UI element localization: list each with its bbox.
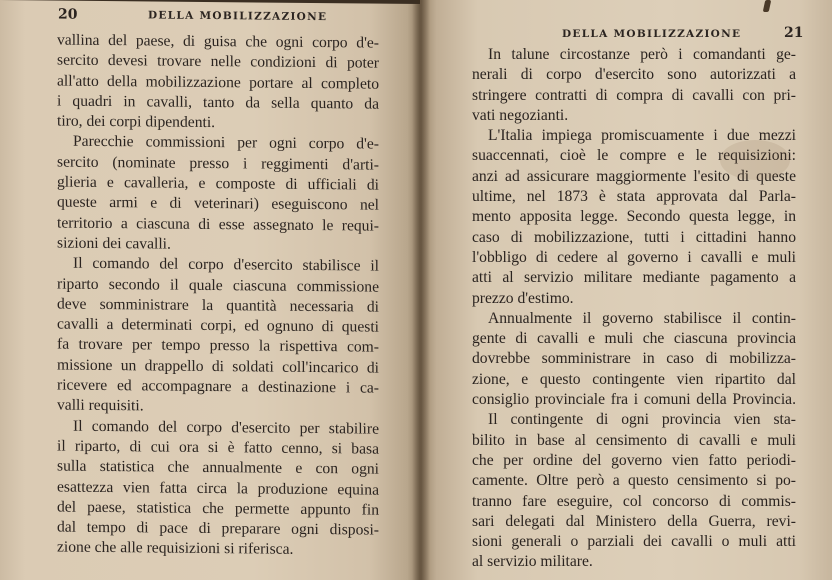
text-line: dovrebbe somministrare in caso di mobilizza- (472, 350, 796, 368)
book-gutter (412, 0, 430, 580)
text-line: sioni generali o parziali dei cavalli o muli atti (472, 533, 796, 551)
text-line: vati negozianti. (472, 106, 569, 124)
text-line: i quadri in cavalli, tanto da sella quanto da (57, 92, 379, 113)
text-line: sari delegati dal Ministero della Guerra, revi- (472, 512, 796, 530)
text-line: che per ordine del governo vien fatto periodi- (472, 451, 796, 469)
text-line: prezzo d'estimo. (472, 289, 574, 307)
text-line: nerali di corpo d'esercito sono autorizzati a (472, 66, 796, 84)
text-line: sercito (nominate presso i reggimenti d'arti- (57, 153, 379, 174)
text-line: glieria e cavalleria, e composte di ufficiali di (57, 173, 379, 194)
text-line: deve somministrare la quantità necessaria di (57, 295, 379, 316)
text-line: stringere contratti di compra di cavalli con pri- (472, 86, 796, 104)
text-line: gente di cavalli e muli che ciascuna provincia (472, 330, 796, 348)
text-line: tranno fare eseguire, col concorso di commis- (472, 492, 796, 510)
text-line: al servizio militare. (472, 553, 593, 571)
text-line: camente. Oltre però a questo censimento si po- (472, 472, 796, 490)
text-line: zione che alle requisizioni si riferisca. (57, 538, 294, 559)
text-line: Il comando del corpo d'esercito per stabilire (73, 417, 379, 438)
paper-stain (720, 140, 790, 180)
text-line: sercito devesi trovare nelle condizioni di poter (57, 51, 379, 72)
text-line: L'Italia impiega promiscuamente i due mezzi (488, 127, 796, 145)
text-line: atti al servizio militare mediante pagamento a (472, 269, 796, 287)
page-number: 21 (784, 25, 804, 41)
text-line: esattezza vien fatta circa la produzione equina (57, 478, 379, 499)
text-line: fa trovare per tempo presso la rispettiva com- (57, 336, 379, 357)
text-line: territorio a ciascuna di esse assegnato le requi- (57, 214, 379, 235)
text-line: missione un drappello di soldati coll'incarico di (57, 356, 379, 377)
text-line: sizioni dei cavalli. (57, 234, 171, 253)
text-line: Parecchie commissioni per ogni corpo d'e- (73, 133, 379, 154)
text-line: consiglio provinciale fra i comuni della Provincia. (472, 391, 796, 409)
text-line: l'obbligo di cedere al governo i cavalli e muli (472, 248, 796, 266)
text-line: cavalli a determinati corpi, ed ognuno di questi (57, 315, 379, 336)
text-line: ricevere ed accompagnare a destinazione i ca- (57, 376, 379, 397)
text-line: riparto secondo il quale ciascuna commissione (57, 275, 379, 296)
text-line: del paese, statistica che permette appunto fin (57, 498, 379, 519)
text-line: Il comando del corpo d'esercito stabilisce il (73, 254, 379, 275)
text-line: all'atto della mobilizzazione portare al completo (57, 72, 379, 93)
text-line: Il contingente di ogni provincia vien sta- (488, 411, 796, 429)
text-line: In talune circostanze però i comandanti ge- (488, 46, 796, 63)
text-line: tiro, dei corpi dipendenti. (57, 112, 216, 132)
text-line: queste armi e di veterinari) eseguiscono nel (57, 193, 379, 215)
text-line: anzi ad assicurare maggiormente l'esito di queste (472, 167, 796, 185)
text-line: mento apposita legge. Secondo questa legge, in (472, 208, 796, 226)
page-number: 20 (58, 6, 78, 23)
text-line: sulla statistica che annualmente e con ogni (57, 457, 379, 478)
right-page (420, 0, 832, 580)
text-line: il riparto, di cui ora si è fatto cenno, si basa (57, 437, 379, 458)
text-line: valli requisiti. (57, 396, 144, 415)
text-line: Annualmente il governo stabilisce il contin- (488, 309, 796, 327)
text-line: dal tempo di pace di preparare ogni disposi- (57, 518, 379, 539)
text-line: ultime, nel 1873 è stata approvata dal Parla- (472, 188, 796, 206)
running-head: DELLA MOBILIZZAZIONE (562, 28, 742, 40)
text-line: caso di mobilizzazione, tutti i cittadini hanno (472, 228, 796, 246)
body-text (472, 45, 796, 573)
text-line: bilito in base al censimento di cavalli e muli (472, 431, 796, 449)
text-line: vallina del paese, di guisa che ogni corpo d'e- (57, 31, 379, 52)
text-line: zione, e questo contingente vien ripartito dal (472, 370, 796, 388)
running-head: DELLA MOBILIZZAZIONE (148, 9, 328, 24)
body-text (57, 31, 379, 562)
text-line: suaccennati, cioè le compre e le requisizioni: (472, 147, 796, 165)
